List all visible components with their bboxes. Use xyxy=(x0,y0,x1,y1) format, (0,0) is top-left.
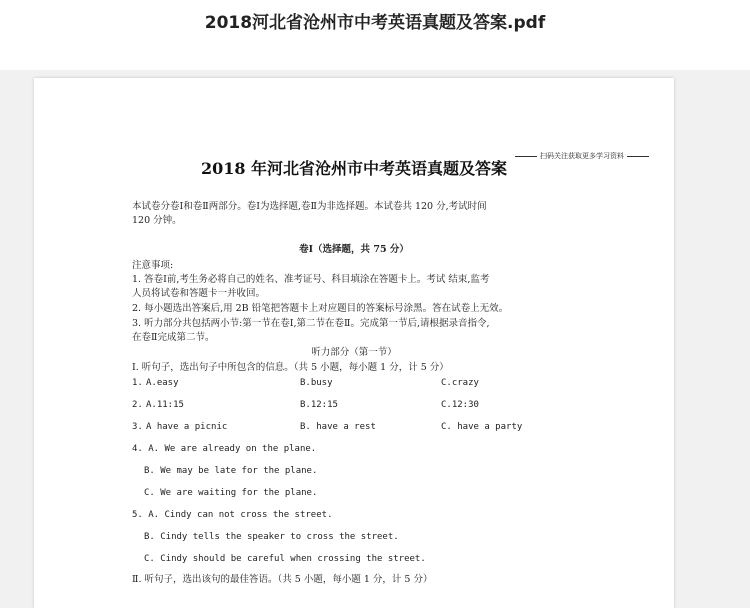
q4-option-c: C. We are waiting for the plane. xyxy=(144,488,318,498)
q4-option-b: B. We may be late for the plane. xyxy=(144,466,318,476)
viewer-header xyxy=(0,0,750,70)
q3-option-b: B. have a rest xyxy=(300,422,376,432)
q4-option-a: 4. A. We are already on the plane. xyxy=(132,444,317,454)
q1-option-c: C.crazy xyxy=(441,378,479,388)
q5-option-c: C. Cindy should be careful when crossing the street. xyxy=(144,554,426,564)
part2-instruction: Ⅱ. 听句子，选出该句的最佳答语。（共 5 小题，每小题 1 分，计 5 分） xyxy=(132,574,433,585)
side-note-text: 扫码关注获取更多学习资料 xyxy=(540,152,624,160)
intro-line-1: 本试卷分卷Ⅰ和卷Ⅱ两部分。卷Ⅰ为选择题,卷Ⅱ为非选择题。本试卷共 120 分,考试时间 xyxy=(132,201,487,212)
q3-option-a: A have a picnic xyxy=(146,422,228,432)
dash-right xyxy=(627,156,649,157)
dash-left xyxy=(515,156,537,157)
q2-option-b: B.12:15 xyxy=(300,400,338,410)
note-line: 在卷Ⅱ完成第二节。 xyxy=(132,332,215,343)
note-line: 3. 听力部分共包括两小节:第一节在卷Ⅰ,第二节在卷Ⅱ。完成第一节后,请根据录音指令, xyxy=(132,318,490,329)
note-line: 1. 答卷Ⅰ前,考生务必将自己的姓名、准考证号、科目填涂在答题卡上。考试 结束,监考 xyxy=(132,274,490,285)
note-line: 人员将试卷和答题卡一并收回。 xyxy=(132,288,266,299)
q2-option-a: A.11:15 xyxy=(146,400,184,410)
notes-heading: 注意事项: xyxy=(132,260,174,271)
side-note xyxy=(512,151,652,161)
q1-number: 1. xyxy=(132,378,143,388)
pdf-page xyxy=(34,78,674,608)
part1-instruction: Ⅰ. 听句子，选出句子中所包含的信息。（共 5 小题，每小题 1 分，计 5 分） xyxy=(132,362,449,373)
q2-number: 2. xyxy=(132,400,143,410)
intro-line-2: 120 分钟。 xyxy=(132,215,182,226)
section-title: 卷Ⅰ（选择题，共 75 分） xyxy=(299,244,409,255)
note-line: 2. 每小题选出答案后,用 2B 铅笔把答题卡上对应题目的答案标号涂黑。答在试卷上无效。 xyxy=(132,303,509,314)
q2-option-c: C.12:30 xyxy=(441,400,479,410)
q5-option-a: 5. A. Cindy can not cross the street. xyxy=(132,510,333,520)
listening-part-heading: 听力部分（第一节） xyxy=(311,347,397,358)
q5-option-b: B. Cindy tells the speaker to cross the street. xyxy=(144,532,399,542)
file-title: 2018河北省沧州市中考英语真题及答案.pdf xyxy=(204,13,546,33)
q3-option-c: C. have a party xyxy=(441,422,523,432)
q1-option-b: B.busy xyxy=(300,378,333,388)
document-title: 2018 年河北省沧州市中考英语真题及答案 xyxy=(200,159,508,178)
q1-option-a: A.easy xyxy=(146,378,179,388)
q3-number: 3. xyxy=(132,422,143,432)
